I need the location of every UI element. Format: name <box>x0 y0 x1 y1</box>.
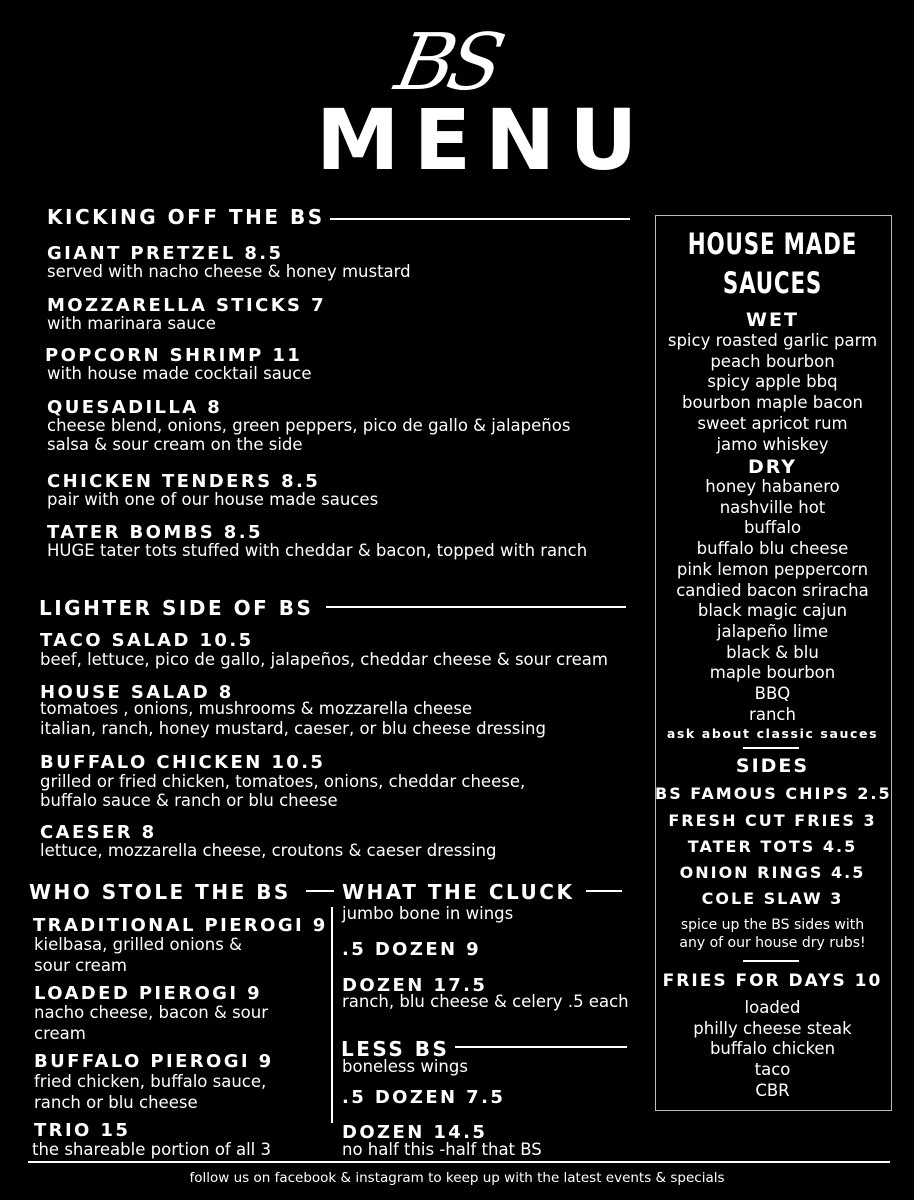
side-item: COLE SLAW 3 <box>701 889 844 908</box>
cluck-subtitle: jumbo bone in wings <box>342 904 514 923</box>
menu-item-name: GIANT PRETZEL 8.5 <box>47 243 284 264</box>
section-title-lighter: LIGHTER SIDE OF BS <box>39 596 314 620</box>
sides-divider <box>743 960 799 962</box>
sauce-item: pink lemon peppercorn <box>676 559 869 579</box>
menu-item-desc: no half this -half that BS <box>342 1140 542 1159</box>
section-rule-kicking <box>330 218 630 220</box>
menu-item-desc: buffalo sauce & ranch or blu cheese <box>40 791 338 810</box>
fries-item: loaded <box>744 998 801 1017</box>
section-rule-less <box>455 1046 627 1048</box>
menu-item-desc: HUGE tater tots stuffed with cheddar & bacon, topped with ranch <box>47 541 588 560</box>
side-item: BS FAMOUS CHIPS 2.5 <box>655 784 892 803</box>
section-title-stole: WHO STOLE THE BS <box>29 880 291 904</box>
menu-item-name: TATER BOMBS 8.5 <box>47 522 263 543</box>
menu-item-desc: pair with one of our house made sauces <box>47 490 379 509</box>
sauce-item: black magic cajun <box>697 601 848 621</box>
dry-label: DRY <box>747 456 798 478</box>
menu-item-desc: italian, ranch, honey mustard, caeser, or blu cheese dressing <box>40 719 546 738</box>
menu-item-desc: nacho cheese, bacon & sour <box>34 1003 269 1022</box>
menu-item-desc: fried chicken, buffalo sauce, <box>34 1072 267 1091</box>
sides-title: SIDES <box>735 755 810 777</box>
sauce-item: buffalo <box>743 518 802 538</box>
sauce-item: BBQ <box>754 684 791 704</box>
logo-script-bs: BS <box>388 18 507 108</box>
sauce-item: buffalo blu cheese <box>696 539 849 559</box>
menu-item-desc: the shareable portion of all 3 <box>32 1140 272 1159</box>
menu-item-desc: tomatoes , onions, mushrooms & mozzarella cheese <box>40 699 473 718</box>
menu-item-desc: salsa & sour cream on the side <box>47 435 303 454</box>
section-rule-cluck <box>586 890 622 892</box>
menu-item-name: HOUSE SALAD 8 <box>40 682 234 703</box>
sauce-item: ranch <box>749 704 796 724</box>
column-divider <box>331 907 333 1123</box>
sides-note-line1: spice up the BS sides with <box>680 917 865 933</box>
sauce-item: spicy roasted garlic parm <box>667 331 878 350</box>
menu-item-name: BUFFALO CHICKEN 10.5 <box>40 752 326 773</box>
sauces-title-line1: HOUSE MADE <box>687 227 858 261</box>
sauces-title-line2: SAUCES <box>722 266 823 300</box>
wet-sauce-list <box>655 331 890 455</box>
menu-item-desc: sour cream <box>34 956 128 975</box>
section-rule-stole <box>306 890 334 892</box>
fries-item: buffalo chicken <box>709 1039 836 1059</box>
menu-item-desc: lettuce, mozzarella cheese, croutons & caeser dressing <box>40 841 497 860</box>
side-item: TATER TOTS 4.5 <box>687 837 858 856</box>
menu-item-desc: kielbasa, grilled onions & <box>34 935 242 954</box>
sauces-divider <box>743 747 799 749</box>
menu-item-name: TRIO 15 <box>34 1120 131 1141</box>
sauce-item: bourbon maple bacon <box>682 393 863 413</box>
menu-item-desc: grilled or fried chicken, tomatoes, onions, cheddar cheese, <box>40 772 526 791</box>
menu-item-name: BUFFALO PIEROGI 9 <box>34 1051 274 1072</box>
menu-item-desc: cream <box>34 1024 86 1043</box>
menu-item-name: TRADITIONAL PIEROGI 9 <box>33 915 328 936</box>
side-item: FRESH CUT FRIES 3 <box>668 811 877 830</box>
logo-menu-word: MENU <box>316 91 652 189</box>
sauce-item: candied bacon sriracha <box>676 580 869 600</box>
menu-item-desc: with house made cocktail sauce <box>47 364 312 383</box>
fries-list <box>655 998 890 1102</box>
section-title-cluck: WHAT THE CLUCK <box>342 880 575 904</box>
fries-item: taco <box>754 1060 791 1080</box>
section-title-less: LESS BS <box>341 1037 450 1061</box>
footer-text: follow us on facebook & instagram to keep up with the latest events & specials <box>189 1170 725 1186</box>
sauce-item: jalapeño lime <box>716 621 829 641</box>
section-rule-lighter <box>326 606 626 608</box>
menu-item-name: CAESER 8 <box>40 822 157 843</box>
menu-item-desc: beef, lettuce, pico de gallo, jalapeños, cheddar cheese & sour cream <box>40 650 608 669</box>
sauce-item: honey habanero <box>705 477 840 496</box>
menu-item-name: LOADED PIEROGI 9 <box>34 983 263 1004</box>
sauce-item: black & blu <box>726 642 819 662</box>
dry-sauce-list <box>655 477 890 725</box>
sauce-item: sweet apricot rum <box>697 413 848 433</box>
fries-item: CBR <box>755 1080 790 1100</box>
menu-item-name: QUESADILLA 8 <box>47 397 223 418</box>
less-subtitle: boneless wings <box>342 1057 468 1076</box>
menu-item-name: CHICKEN TENDERS 8.5 <box>47 471 321 492</box>
menu-item-name: DOZEN 17.5 <box>342 975 488 996</box>
menu-item-desc: served with nacho cheese & honey mustard <box>47 262 411 281</box>
footer-rule <box>28 1161 890 1163</box>
fries-title: FRIES FOR DAYS 10 <box>662 971 883 991</box>
sauce-item: peach bourbon <box>710 351 835 371</box>
menu-item-name: TACO SALAD 10.5 <box>40 630 254 651</box>
menu-item-desc: ranch, blu cheese & celery .5 each <box>342 992 629 1011</box>
sauce-item: maple bourbon <box>709 663 836 683</box>
fries-item: philly cheese steak <box>693 1018 852 1038</box>
menu-item-name: DOZEN 14.5 <box>342 1122 488 1143</box>
menu-item-name: POPCORN SHRIMP 11 <box>45 345 303 366</box>
menu-item-name: .5 DOZEN 7.5 <box>342 1087 506 1108</box>
menu-item-desc: with marinara sauce <box>47 314 216 333</box>
section-title-kicking: KICKING OFF THE BS <box>47 205 325 229</box>
wet-label: WET <box>746 309 799 331</box>
menu-item-name: MOZZARELLA STICKS 7 <box>47 295 326 316</box>
menu-item-name: .5 DOZEN 9 <box>342 939 482 960</box>
sauce-item: nashville hot <box>719 497 826 517</box>
sides-note-line2: any of our house dry rubs! <box>679 935 866 951</box>
classic-sauce-note: ask about classic sauces <box>666 726 879 741</box>
sauce-item: jamo whiskey <box>716 434 829 454</box>
sauce-item: spicy apple bbq <box>707 372 838 392</box>
side-item: ONION RINGS 4.5 <box>679 863 866 882</box>
menu-item-desc: ranch or blu cheese <box>34 1093 198 1112</box>
menu-item-desc: cheese blend, onions, green peppers, pico de gallo & jalapeños <box>47 416 571 435</box>
